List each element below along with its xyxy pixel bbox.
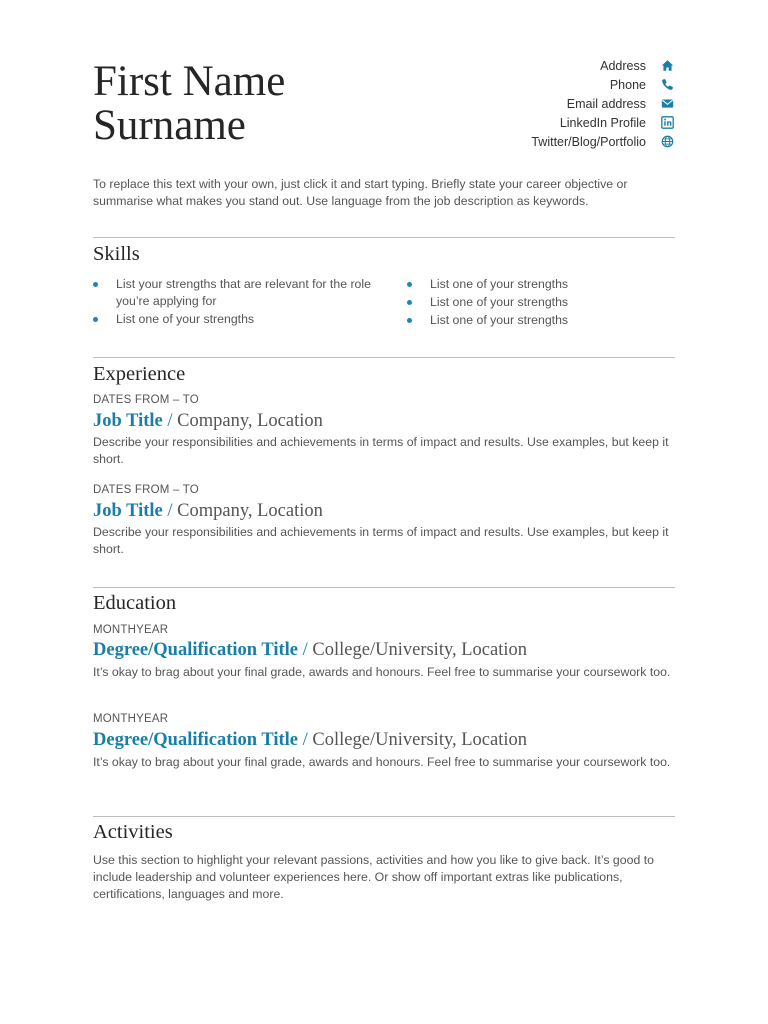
experience-title-line[interactable] — [93, 411, 323, 432]
skill-item[interactable]: List one of your strengths — [407, 294, 677, 311]
school-location: College/University, Location — [312, 730, 528, 750]
home-icon — [660, 59, 674, 73]
education-description[interactable]: It’s okay to brag about your final grade, awards and honours. Feel free to summarise your coursework too. — [93, 665, 671, 679]
contact-label[interactable]: Address — [600, 58, 646, 73]
education-dates[interactable]: MONTHYEAR — [93, 713, 169, 725]
bullet-icon — [93, 282, 98, 287]
job-title: Job Title — [93, 501, 163, 521]
contact-linkedin[interactable] — [434, 113, 674, 132]
degree-title: Degree/Qualification Title — [93, 640, 299, 660]
education-title-line[interactable] — [93, 730, 527, 751]
phone-icon — [660, 78, 674, 92]
experience-dates[interactable]: DATES FROM – TO — [93, 394, 199, 406]
skills-list-left — [93, 276, 383, 329]
experience-description[interactable]: Describe your responsibilities and achievements in terms of impact and results. Use examples, but keep it short. — [93, 435, 669, 466]
contact-email[interactable] — [434, 94, 674, 113]
email-icon — [660, 97, 674, 111]
contact-label[interactable]: Email address — [566, 96, 646, 111]
contact-label[interactable]: LinkedIn Profile — [559, 115, 646, 130]
bullet-icon — [407, 300, 412, 305]
activities-heading[interactable]: Activities — [93, 821, 173, 843]
contact-label[interactable]: Phone — [609, 77, 646, 92]
education-heading[interactable]: Education — [93, 592, 177, 614]
career-objective[interactable]: To replace this text with your own, just click it and start typing. Briefly state your career objective or summarise what makes you stand out. Use language from the job description as keywords. — [93, 177, 628, 208]
linkedin-icon — [660, 116, 674, 130]
school-location: College/University, Location — [312, 640, 528, 660]
title-separator: / — [298, 640, 313, 660]
section-divider — [93, 237, 675, 238]
contact-address[interactable] — [434, 56, 674, 75]
education-title-line[interactable] — [93, 640, 527, 661]
experience-title-line[interactable] — [93, 501, 323, 522]
degree-title: Degree/Qualification Title — [93, 730, 299, 750]
skill-item[interactable]: List one of your strengths — [407, 276, 677, 293]
experience-dates[interactable]: DATES FROM – TO — [93, 484, 199, 496]
candidate-name[interactable] — [93, 60, 285, 148]
title-separator: / — [162, 501, 178, 521]
skills-list-right — [407, 276, 677, 330]
bullet-icon — [407, 318, 412, 323]
skill-item[interactable]: List one of your strengths — [93, 311, 383, 328]
experience-heading[interactable]: Experience — [93, 363, 186, 385]
globe-icon — [660, 135, 674, 149]
company-location: Company, Location — [177, 411, 323, 431]
education-dates[interactable]: MONTHYEAR — [93, 624, 169, 636]
activities-description[interactable]: Use this section to highlight your relevant passions, activities and how you like to give back. It’s good to include leadership and volunteer experiences here. Or show off important extras like publications, certifications, languages and more. — [93, 853, 654, 901]
experience-description[interactable]: Describe your responsibilities and achievements in terms of impact and results. Use examples, but keep it short. — [93, 525, 669, 556]
skill-item[interactable]: List your strengths that are relevant for the role you’re applying for — [93, 276, 383, 309]
first-name[interactable]: First Name — [93, 58, 286, 105]
section-divider — [93, 816, 675, 817]
company-location: Company, Location — [177, 501, 323, 521]
section-divider — [93, 587, 675, 588]
bullet-icon — [407, 282, 412, 287]
job-title: Job Title — [93, 411, 163, 431]
surname[interactable]: Surname — [93, 102, 246, 149]
section-divider — [93, 357, 675, 358]
title-separator: / — [162, 411, 178, 431]
bullet-icon — [93, 317, 98, 322]
education-description[interactable]: It’s okay to brag about your final grade, awards and honours. Feel free to summarise your coursework too. — [93, 755, 671, 769]
skills-heading[interactable]: Skills — [93, 243, 140, 265]
contact-phone[interactable] — [434, 75, 674, 94]
contact-block — [434, 56, 674, 151]
skill-item[interactable]: List one of your strengths — [407, 312, 677, 329]
contact-label[interactable]: Twitter/Blog/Portfolio — [531, 134, 646, 149]
contact-portfolio[interactable] — [434, 132, 674, 151]
title-separator: / — [298, 730, 313, 750]
